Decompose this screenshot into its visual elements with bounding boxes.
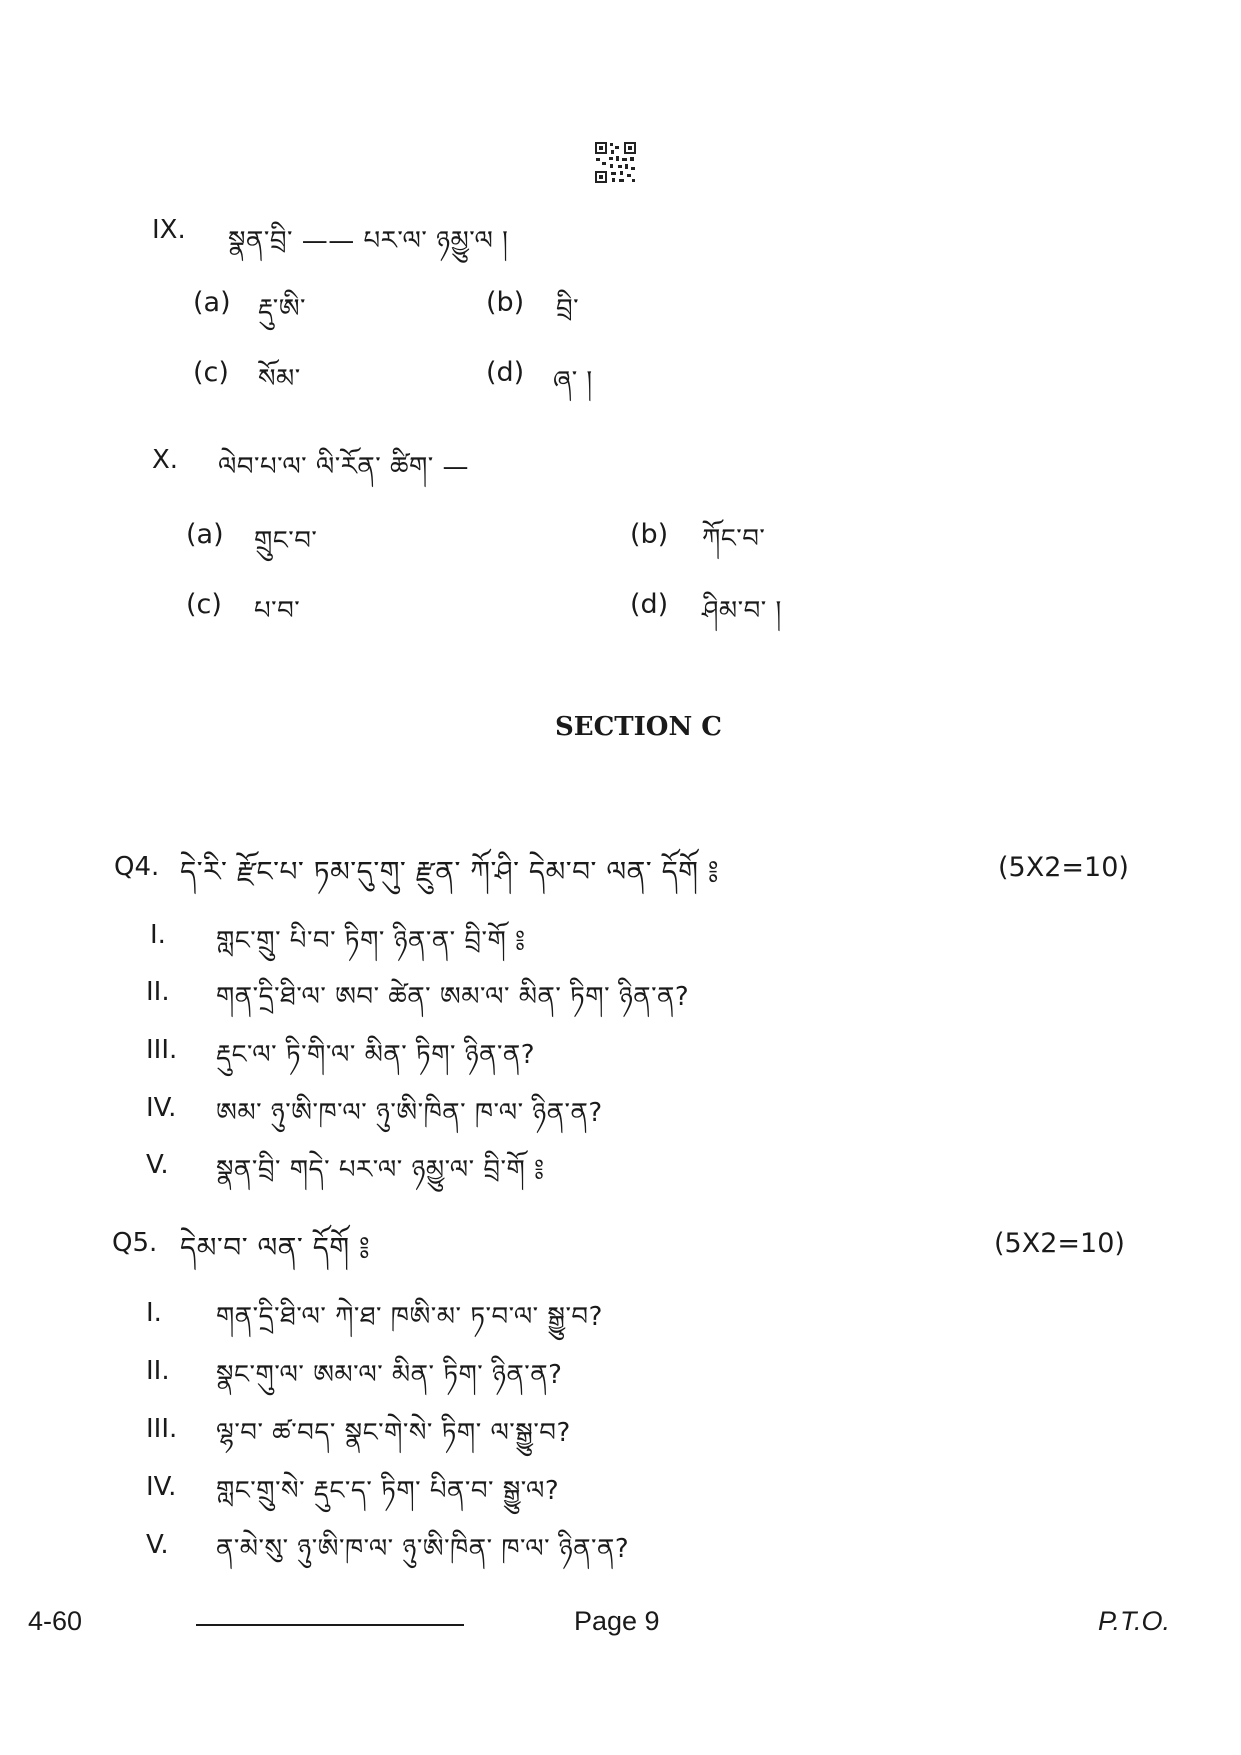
- q4-number: Q4.: [114, 852, 160, 882]
- q4-item-ii-number: II.: [146, 977, 170, 1007]
- q9-option-d-label: (d): [486, 357, 525, 388]
- footer-pto: P.T.O.: [1098, 1606, 1171, 1636]
- q9-text: སྣན་བྲི་ —— པར་ལ་ ཉམྱུ་ལ །: [228, 226, 509, 256]
- q10-number: X.: [152, 445, 179, 475]
- q9-option-a-label: (a): [193, 287, 231, 318]
- q10-option-a-text: གྲུང་བ་: [254, 526, 318, 556]
- q4-item-iii-number: III.: [146, 1035, 178, 1065]
- q4-item-iv-text: ཨམ་ ཉུ་ཨི་ཁ་ལ་ ཉུ་ཨི་ཁིན་ ཁ་ལ་ ཉིན་ན?: [216, 1098, 603, 1128]
- footer-code: 4-60: [28, 1606, 83, 1636]
- q5-item-iii-number: III.: [146, 1414, 178, 1444]
- q5-item-iii-text: ལྷ་བ་ ཚ་བད་ སྣང་གེ་སེ་ ཏིག་ ལ་སྒྱུ་བ?: [216, 1418, 571, 1448]
- footer-divider: [196, 1624, 464, 1626]
- q9-option-a-text: རྡུ་ཨི་: [258, 294, 307, 324]
- q5-item-i-text: གན་དྲི་ཐི་ལ་ ཀེ་ཐ་ ཁཨི་མ་ ཏ་བ་ལ་ སྒྱུ་བ?: [216, 1302, 603, 1332]
- q5-item-v-text: ན་མེ་སུ་ ཉུ་ཨི་ཁ་ལ་ ཉུ་ཨི་ཁིན་ ཁ་ལ་ ཉིན་ན?: [216, 1534, 630, 1564]
- q4-text: དེ་རི་ རྫོང་པ་ ཏམ་དུ་གུ་ རྫུན་ ཀོ་ཤི་ དེམ་བ་ ལན་ དོགོ ༔: [180, 855, 720, 888]
- q4-item-i-number: I.: [150, 920, 166, 950]
- q5-item-ii-text: སྣང་གུ་ལ་ ཨམ་ལ་ མིན་ ཏིག་ ཉིན་ན?: [216, 1360, 563, 1390]
- section-title: SECTION C: [555, 712, 722, 742]
- q9-number: IX.: [152, 215, 186, 245]
- q4-item-v-text: སྣན་བྲི་ གདེ་ པར་ལ་ ཉམྱུ་ལ་ བྲི་གོ ༔: [216, 1155, 545, 1185]
- q10-option-d-label: (d): [630, 589, 669, 620]
- q5-item-i-number: I.: [146, 1298, 162, 1328]
- q4-marks: (5X2=10): [998, 852, 1129, 883]
- q9-option-b-text: བྲི་: [556, 294, 580, 324]
- q5-marks: (5X2=10): [994, 1228, 1125, 1259]
- q10-option-b-text: ཀོང་བ་: [702, 524, 766, 554]
- q9-option-b-label: (b): [486, 287, 525, 318]
- q10-option-b-label: (b): [630, 519, 669, 550]
- qr-code-icon: [594, 141, 637, 184]
- q5-text: དེམ་བ་ ལན་ དོགོ ༔: [180, 1231, 371, 1264]
- q10-option-d-text: ཤིམ་བ་ །: [702, 596, 782, 626]
- q9-option-d-text: ཞ་ །: [553, 366, 593, 396]
- q10-option-c-label: (c): [186, 589, 222, 620]
- q5-number: Q5.: [112, 1228, 158, 1258]
- q4-item-v-number: V.: [146, 1150, 169, 1180]
- q5-item-iv-number: IV.: [146, 1472, 177, 1502]
- q10-text: ལེབ་པ་ལ་ ལི་རོན་ ཚིག་ —: [218, 452, 470, 482]
- q4-item-iv-number: IV.: [146, 1093, 177, 1123]
- q4-item-iii-text: རྡུང་ལ་ ཏི་གི་ལ་ མིན་ ཏིག་ ཉིན་ན?: [216, 1040, 536, 1070]
- q5-item-ii-number: II.: [146, 1356, 170, 1386]
- footer-page-number: Page 9: [574, 1606, 660, 1636]
- q9-option-c-label: (c): [193, 357, 229, 388]
- q5-item-iv-text: གླང་གྲུ་སེ་ རྡུང་ད་ ཏིག་ པིན་བ་ སྒྱུ་ལ?: [216, 1476, 560, 1506]
- q10-option-a-label: (a): [186, 519, 224, 550]
- q5-item-v-number: V.: [146, 1530, 169, 1560]
- q4-item-ii-text: གན་དྲི་ཐི་ལ་ ཨབ་ ཚེན་ ཨམ་ལ་ མིན་ ཏིག་ ཉིན་ན?: [216, 982, 690, 1012]
- q9-option-c-text: སོམ་: [258, 364, 301, 394]
- q10-option-c-text: པ་བ་: [254, 596, 301, 626]
- q4-item-i-text: གླང་གྲུ་ པི་བ་ ཏིག་ ཉིན་ན་ བྲི་གོ ༔: [216, 926, 526, 956]
